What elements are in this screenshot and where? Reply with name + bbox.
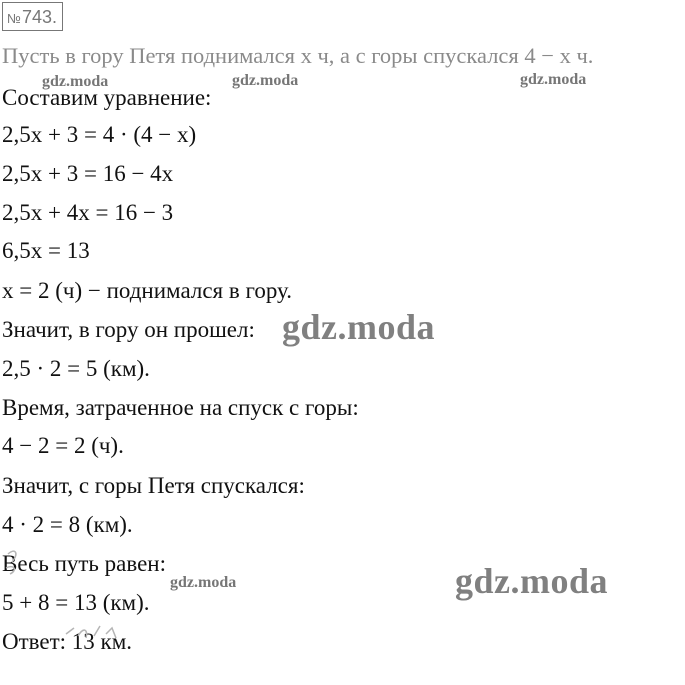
- equation-line-3: 2,5x + 4x = 16 − 3: [2, 200, 174, 225]
- task-number: 743.: [21, 7, 57, 27]
- watermark-small-3: gdz.moda: [520, 71, 587, 88]
- solution-line-8: 2,5 · 2 = 5 (км).: [2, 356, 150, 381]
- watermark-large-2: gdz.moda: [455, 561, 609, 601]
- solution-line-1: Составим уравнение:: [2, 85, 212, 110]
- watermark-small-2: gdz.moda: [232, 72, 299, 89]
- watermark-large-1: gdz.moda: [282, 307, 436, 347]
- solution-line-9: Время, затраченное на спуск с горы:: [2, 395, 359, 420]
- number-sign: №: [7, 11, 21, 26]
- solution-line-11: Значит, с горы Петя спускался:: [2, 473, 305, 498]
- task-number-badge: [2, 2, 63, 31]
- solution-line-7: Значит, в гору он прошел:: [2, 317, 255, 342]
- equation-line-1: 2,5x + 3 = 4 · (4 − x): [2, 122, 197, 147]
- solution-line-14: 5 + 8 = 13 (км).: [2, 590, 150, 615]
- given-statement: Пусть в гору Петя поднимался x ч, а с горы спускался 4 − x ч.: [2, 43, 594, 68]
- watermark-small-4: gdz.moda: [170, 574, 237, 591]
- answer-line: Ответ: 13 км.: [2, 629, 133, 654]
- solution-line-13: Весь путь равен:: [2, 551, 167, 576]
- watermark-small-1: gdz.moda: [42, 73, 109, 90]
- solution-line-12: 4 · 2 = 8 (км).: [2, 512, 133, 537]
- equation-result: x = 2 (ч) − поднимался в гору.: [2, 278, 292, 303]
- equation-line-4: 6,5x = 13: [2, 238, 90, 263]
- solution-line-10: 4 − 2 = 2 (ч).: [2, 433, 124, 458]
- equation-line-2: 2,5x + 3 = 16 − 4x: [2, 161, 174, 186]
